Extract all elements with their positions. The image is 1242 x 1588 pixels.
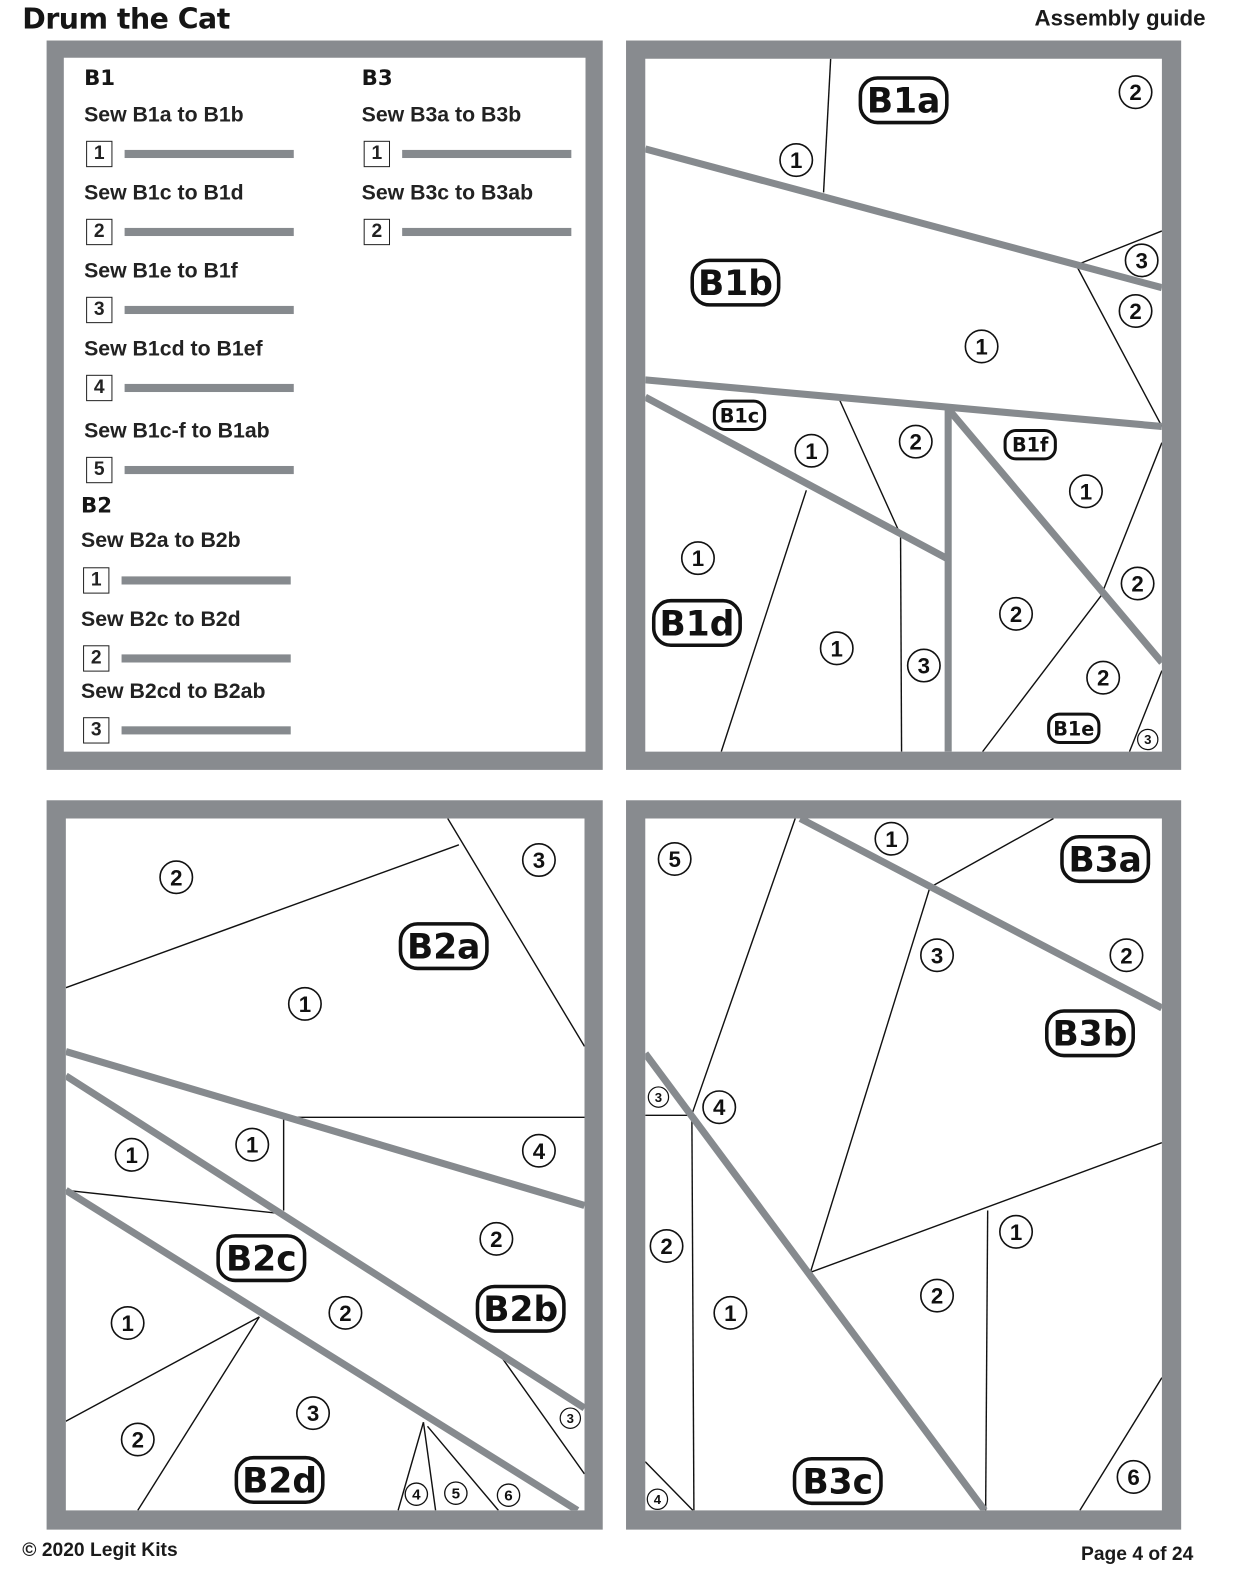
piece-number-marker xyxy=(1070,475,1102,507)
piece-number-label: 3 xyxy=(532,848,546,874)
piece-number-marker xyxy=(900,425,932,457)
piece-number-marker xyxy=(780,144,812,176)
piece-number-marker xyxy=(908,649,940,681)
piece-number-label: 4 xyxy=(532,1138,546,1164)
piece-number-marker xyxy=(111,1307,143,1339)
step-label: Sew B3c to B3ab xyxy=(361,181,534,205)
piece-number-label: 2 xyxy=(1129,80,1142,106)
piece-number-label: 2 xyxy=(490,1226,503,1252)
piece-number-marker xyxy=(115,1139,147,1171)
piece-number-label: 3 xyxy=(917,653,931,679)
piece-number-label: 3 xyxy=(930,943,944,969)
piece-number-marker xyxy=(560,1408,580,1428)
piece-number-marker xyxy=(523,844,555,876)
piece-number-marker xyxy=(289,988,321,1020)
section-badge-label: B2c xyxy=(226,1239,297,1280)
section-badge-b1f xyxy=(1005,431,1055,459)
piece-number-label: 3 xyxy=(566,1410,574,1426)
piece-number-marker xyxy=(160,861,192,893)
piece-number-label: 2 xyxy=(1096,665,1110,691)
piece-number-label: 2 xyxy=(131,1427,144,1453)
section-badge-label: B3b xyxy=(1052,1014,1128,1055)
piece-number-marker xyxy=(329,1297,361,1329)
piece-number-label: 4 xyxy=(412,1486,421,1504)
piece-number-label: 2 xyxy=(339,1300,352,1326)
piece-number-label: 1 xyxy=(298,991,312,1017)
piece-number-marker xyxy=(1117,1461,1149,1493)
piece-number-marker xyxy=(236,1128,268,1160)
step-number-box: 1 xyxy=(86,141,112,167)
page-indicator: Page 4 of 24 xyxy=(1080,1543,1194,1566)
piece-number-marker xyxy=(1087,661,1119,693)
piece-number-label: 3 xyxy=(306,1401,320,1427)
piece-number-marker xyxy=(714,1297,746,1329)
piece-number-label: 2 xyxy=(170,865,183,891)
piece-number-marker xyxy=(1110,939,1142,971)
piece-number-marker xyxy=(648,1087,668,1107)
step-number-box: 1 xyxy=(364,141,390,167)
piece-number-marker xyxy=(1125,244,1157,276)
piece-number-label: 2 xyxy=(1009,601,1023,627)
section-badge-b2a xyxy=(400,924,486,969)
section-badge-label: B2d xyxy=(242,1461,318,1502)
piece-number-label: 2 xyxy=(1120,943,1133,969)
page-subtitle: Assembly guide xyxy=(1034,5,1206,31)
section-badge-label: B3a xyxy=(1068,840,1142,881)
piece-number-marker xyxy=(1119,295,1151,327)
piece-number-label: 1 xyxy=(830,636,843,662)
diagram-b1 xyxy=(626,41,1181,770)
step-label: Sew B2c to B2d xyxy=(81,607,241,632)
section-badge-b1b xyxy=(692,260,778,305)
piece-number-label: 1 xyxy=(1009,1219,1023,1245)
section-badge-b2c xyxy=(218,1236,304,1281)
step-label: Sew B2cd to B2ab xyxy=(81,679,266,704)
section-badge-label: B1c xyxy=(719,404,760,428)
piece-number-label: 6 xyxy=(1127,1464,1140,1490)
piece-number-label: 3 xyxy=(1135,248,1148,274)
section-badge-label: B2a xyxy=(406,927,481,968)
step-number-box: 5 xyxy=(86,457,112,483)
step-number-box: 4 xyxy=(86,375,112,401)
piece-number-marker xyxy=(1000,1216,1032,1248)
piece-number-marker xyxy=(921,1279,953,1311)
step-number-box: 1 xyxy=(83,567,109,593)
step-number-box: 2 xyxy=(86,219,112,245)
diagram-b3 xyxy=(626,800,1181,1529)
piece-number-marker xyxy=(658,843,690,875)
piece-number-label: 5 xyxy=(668,847,681,873)
section-badge-label: B1d xyxy=(659,604,735,645)
step-number-box: 2 xyxy=(83,645,109,671)
piece-number-label: 1 xyxy=(121,1311,134,1337)
piece-line xyxy=(901,535,902,752)
piece-number-marker xyxy=(821,632,853,664)
piece-number-label: 6 xyxy=(504,1487,513,1505)
piece-number-marker xyxy=(965,330,997,362)
piece-number-marker xyxy=(480,1223,512,1255)
piece-number-label: 2 xyxy=(930,1283,944,1309)
piece-number-marker xyxy=(297,1397,329,1429)
piece-number-marker xyxy=(921,939,953,971)
piece-number-marker xyxy=(875,823,907,855)
piece-number-label: 1 xyxy=(805,438,818,464)
piece-number-label: 1 xyxy=(975,334,988,360)
piece-number-marker xyxy=(1121,567,1153,599)
section-badge-b3a xyxy=(1062,837,1148,882)
step-number-box: 2 xyxy=(364,219,390,245)
group-title-b1: B1 xyxy=(84,65,116,91)
piece-number-marker xyxy=(122,1423,154,1455)
step-label: Sew B2a to B2b xyxy=(81,528,241,553)
page-title: Drum the Cat xyxy=(22,2,230,36)
section-badge-label: B2b xyxy=(483,1290,559,1331)
section-badge-b1d xyxy=(654,601,740,646)
piece-number-marker xyxy=(1119,76,1151,108)
copyright-text: © 2020 Legit Kits xyxy=(22,1539,178,1562)
group-title-b2: B2 xyxy=(81,493,113,518)
piece-number-label: 4 xyxy=(653,1491,662,1507)
piece-number-label: 1 xyxy=(885,826,898,852)
piece-number-label: 2 xyxy=(660,1234,673,1260)
section-badge-label: B1b xyxy=(698,264,773,305)
section-badge-b2b xyxy=(477,1287,563,1332)
piece-number-label: 1 xyxy=(125,1142,138,1168)
section-badge-b1e xyxy=(1049,714,1099,742)
group-title-b3: B3 xyxy=(361,65,393,91)
step-label: Sew B3a to B3b xyxy=(361,103,522,127)
section-badge-b1c xyxy=(714,401,764,429)
piece-number-marker xyxy=(445,1482,467,1504)
section-badge-b3b xyxy=(1047,1011,1133,1056)
section-badge-label: B1e xyxy=(1053,717,1095,741)
piece-number-marker xyxy=(647,1489,667,1509)
section-badge-label: B1f xyxy=(1012,433,1049,457)
piece-number-label: 1 xyxy=(790,148,803,174)
piece-number-label: 3 xyxy=(1144,732,1152,748)
section-badge-b2d xyxy=(236,1458,322,1503)
piece-number-label: 2 xyxy=(1129,299,1142,325)
piece-number-marker xyxy=(795,435,827,467)
step-number-box: 3 xyxy=(86,297,112,323)
step-number-box: 3 xyxy=(83,717,109,743)
section-badge-label: B1a xyxy=(866,81,941,122)
piece-number-marker xyxy=(497,1484,519,1506)
step-label: Sew B1a to B1b xyxy=(84,103,244,127)
piece-number-label: 4 xyxy=(713,1095,726,1121)
piece-number-marker xyxy=(405,1483,427,1505)
piece-number-marker xyxy=(523,1135,555,1167)
piece-number-marker xyxy=(1000,598,1032,630)
piece-number-marker xyxy=(703,1091,735,1123)
piece-number-label: 2 xyxy=(909,429,922,455)
section-badge-label: B3c xyxy=(802,1462,874,1503)
piece-number-label: 1 xyxy=(724,1300,737,1326)
section-badge-b3c xyxy=(795,1459,881,1504)
piece-number-label: 3 xyxy=(654,1089,663,1105)
step-label: Sew B1c-f to B1ab xyxy=(84,419,270,443)
piece-number-label: 1 xyxy=(1079,479,1093,505)
piece-number-label: 1 xyxy=(246,1132,259,1158)
piece-number-marker xyxy=(682,542,714,574)
piece-number-label: 1 xyxy=(691,546,705,572)
piece-number-label: 2 xyxy=(1131,571,1144,597)
step-label: Sew B1c to B1d xyxy=(84,181,244,205)
piece-number-label: 5 xyxy=(451,1485,461,1503)
section-badge-b1a xyxy=(860,78,946,123)
step-label: Sew B1cd to B1ef xyxy=(84,337,263,361)
piece-number-marker xyxy=(1138,729,1158,749)
step-label: Sew B1e to B1f xyxy=(84,259,238,283)
piece-number-marker xyxy=(650,1230,682,1262)
